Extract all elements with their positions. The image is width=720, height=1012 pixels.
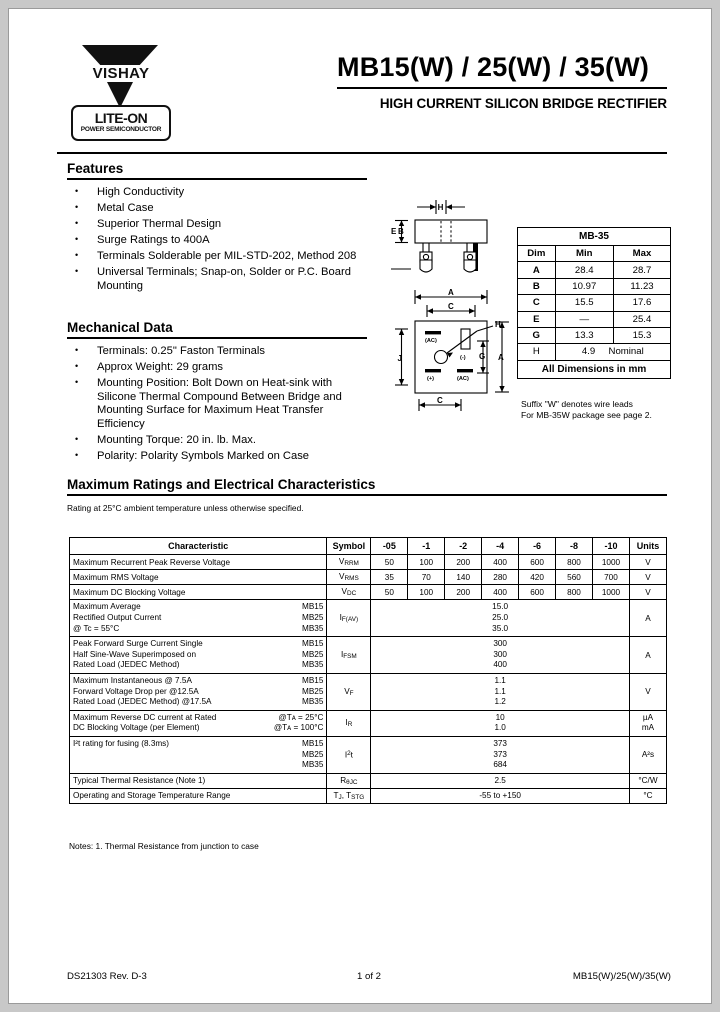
- row-value: 700: [592, 570, 629, 585]
- ratings-section-header: [67, 477, 667, 496]
- col-05: -05: [371, 538, 408, 555]
- row-value-span: 300 300 400: [371, 637, 630, 674]
- row-value: 560: [556, 570, 593, 585]
- table-row: [518, 262, 671, 278]
- dim-header-dim: Dim: [518, 246, 556, 262]
- suffix-note-line1: Suffix "W" denotes wire leads: [521, 399, 633, 409]
- row-value: 280: [482, 570, 519, 585]
- list-item: • Mounting Position: Bolt Down on Heat-sink with Silicone Thermal Compound Between Bridge and Mounting Surface for Maximum Heat Transfer Efficiency: [67, 377, 367, 431]
- row-value: 800: [556, 585, 593, 600]
- ratings-subheading: Rating at 25°C ambient temperature unless otherwise specified.: [67, 503, 304, 513]
- dim-cell: 17.6: [613, 295, 670, 311]
- suffix-note-line2: For MB-35W package see page 2.: [521, 409, 652, 420]
- dim-label-g: G: [479, 352, 486, 361]
- table-row: [518, 360, 671, 378]
- terminal-label-plus: (+): [427, 376, 434, 382]
- row-units: A²s: [629, 736, 666, 773]
- list-item: • Superior Thermal Design: [67, 218, 367, 232]
- dim-cell: 28.4: [555, 262, 613, 278]
- col-characteristic: Characteristic: [70, 538, 327, 555]
- table-row: [70, 773, 667, 788]
- dim-label-j: J: [397, 354, 402, 363]
- liteon-logo: [71, 105, 171, 141]
- dim-label-c-top: C: [448, 302, 454, 311]
- row-value: 400: [482, 555, 519, 570]
- row-value-span: 15.0 25.0 35.0: [371, 600, 630, 637]
- table-row: [518, 311, 671, 327]
- row-symbol: $I_{F(AV)}$: [327, 600, 371, 637]
- features-heading: Features: [67, 161, 367, 180]
- suffix-note: [521, 399, 681, 420]
- row-value: 1000: [592, 555, 629, 570]
- dim-label-a-right: A: [498, 353, 504, 362]
- row-value: 70: [408, 570, 445, 585]
- table-row: [70, 570, 667, 585]
- dim-label-b: B: [398, 227, 404, 236]
- liteon-tagline: POWER SEMICONDUCTOR: [80, 126, 162, 133]
- row-value: 600: [519, 585, 556, 600]
- dim-cell: —: [555, 311, 613, 327]
- table-row: [70, 555, 667, 570]
- dim-label-h-plan: H: [495, 320, 501, 329]
- list-item: • Approx Weight: 29 grams: [67, 361, 367, 375]
- row-value: 800: [556, 555, 593, 570]
- dim-header-min: Min: [555, 246, 613, 262]
- page-title: MB15(W) / 25(W) / 35(W): [337, 52, 650, 82]
- col-symbol: Symbol: [327, 538, 371, 555]
- col-8: -8: [556, 538, 593, 555]
- row-symbol: $I_R$: [327, 710, 371, 736]
- row-value: 50: [371, 585, 408, 600]
- row-units: V: [629, 570, 666, 585]
- table-row: [70, 585, 667, 600]
- dim-cell: 15.5: [555, 295, 613, 311]
- table-row: [518, 228, 671, 246]
- row-value: 600: [519, 555, 556, 570]
- row-characteristic: Maximum RMS Voltage: [70, 570, 327, 585]
- terminal-label-ac-bottom: (AC): [457, 376, 469, 382]
- dim-header-max: Max: [613, 246, 670, 262]
- vishay-logo: [69, 41, 179, 153]
- list-item: • High Conductivity: [67, 186, 367, 200]
- dim-nominal-note: Nominal: [608, 346, 644, 358]
- datasheet-page: [8, 8, 712, 1004]
- dim-cell: B: [518, 278, 556, 294]
- dim-label-e: E: [391, 227, 397, 236]
- row-units: V: [629, 585, 666, 600]
- dim-nominal-value: 4.9: [581, 346, 596, 358]
- row-characteristic: Maximum Instantaneous @ 7.5A MB15 Forward Voltage Drop per @12.5A MB25 Rated Load (JEDEC Method) @17.5A MB35: [70, 673, 327, 710]
- table-row: [70, 673, 667, 710]
- dimension-table: [517, 227, 671, 379]
- row-symbol: $R_{\theta JC}$: [327, 773, 371, 788]
- row-characteristic: Operating and Storage Temperature Range: [70, 788, 327, 803]
- col-units: Units: [629, 538, 666, 555]
- dim-label-c-bottom: C: [437, 396, 443, 405]
- dim-cell: 10.97: [555, 278, 613, 294]
- footer-page-number: 1 of 2: [356, 971, 381, 982]
- ratings-heading: Maximum Ratings and Electrical Characteristics: [67, 477, 667, 496]
- list-item: • Surge Ratings to 400A: [67, 234, 367, 248]
- dim-cell: 28.7: [613, 262, 670, 278]
- page-subtitle: HIGH CURRENT SILICON BRIDGE RECTIFIER: [379, 95, 667, 111]
- dim-cell: A: [518, 262, 556, 278]
- dimension-table-container: [517, 227, 671, 379]
- title-block: [337, 53, 667, 111]
- row-characteristic: I²t rating for fusing (8.3ms) MB15 MB25 MB35: [70, 736, 327, 773]
- dim-label-h: H: [437, 203, 444, 212]
- features-list: [67, 186, 367, 294]
- table-row: [518, 278, 671, 294]
- row-value: 35: [371, 570, 408, 585]
- row-symbol: $V_{RMS}$: [327, 570, 371, 585]
- dim-cell: H: [518, 344, 556, 360]
- row-units: V: [629, 673, 666, 710]
- row-symbol: $V_{DC}$: [327, 585, 371, 600]
- row-characteristic: Maximum DC Blocking Voltage: [70, 585, 327, 600]
- dim-nominal-cell: [555, 344, 670, 360]
- row-value-span: 10 1.0: [371, 710, 630, 736]
- table-row: [518, 344, 671, 360]
- title-divider: [337, 87, 667, 89]
- dim-table-title: MB-35: [518, 228, 671, 246]
- row-value-span: 1.1 1.1 1.2: [371, 673, 630, 710]
- table-row: [70, 600, 667, 637]
- col-4: -4: [482, 538, 519, 555]
- list-item: • Terminals Solderable per MIL-STD-202, Method 208: [67, 250, 367, 264]
- dim-cell: 13.3: [555, 327, 613, 343]
- row-value: 420: [519, 570, 556, 585]
- row-symbol: $V_F$: [327, 673, 371, 710]
- table-row: [518, 295, 671, 311]
- dim-cell: G: [518, 327, 556, 343]
- row-units: A: [629, 600, 666, 637]
- row-value: 200: [445, 585, 482, 600]
- dim-cell: 25.4: [613, 311, 670, 327]
- list-item: • Metal Case: [67, 202, 367, 216]
- vishay-wordmark: VISHAY: [92, 65, 150, 82]
- features-section: [67, 161, 367, 296]
- row-value: 50: [371, 555, 408, 570]
- dim-table-footer: All Dimensions in mm: [518, 360, 671, 378]
- row-units: °C/W: [629, 773, 666, 788]
- mechanical-data-section: [67, 320, 367, 466]
- table-row: [70, 788, 667, 803]
- dim-cell: 15.3: [613, 327, 670, 343]
- page-header: [57, 31, 667, 153]
- row-value: 100: [408, 555, 445, 570]
- row-characteristic: Typical Thermal Resistance (Note 1): [70, 773, 327, 788]
- table-row: [70, 637, 667, 674]
- table-notes: Notes: 1. Thermal Resistance from junction to case: [69, 841, 259, 851]
- table-header-row: [70, 538, 667, 555]
- list-item: • Universal Terminals; Snap-on, Solder or P.C. Board Mounting: [67, 266, 367, 293]
- col-2: -2: [445, 538, 482, 555]
- row-characteristic: Maximum Reverse DC current at Rated @Tᴀ = 25°C DC Blocking Voltage (per Element) @Tᴀ = 100°C: [70, 710, 327, 736]
- row-value: 400: [482, 585, 519, 600]
- table-row: [518, 246, 671, 262]
- row-value: 100: [408, 585, 445, 600]
- dim-cell: E: [518, 311, 556, 327]
- table-row: [518, 327, 671, 343]
- footer-part-number: MB15(W)/25(W)/35(W): [572, 971, 671, 982]
- row-value: 140: [445, 570, 482, 585]
- row-value: 200: [445, 555, 482, 570]
- list-item: • Polarity: Polarity Symbols Marked on Case: [67, 450, 367, 464]
- package-drawing: [389, 189, 534, 419]
- mechanical-data-list: [67, 345, 367, 464]
- row-symbol: $I_{FSM}$: [327, 637, 371, 674]
- dim-cell: 11.23: [613, 278, 670, 294]
- list-item: • Terminals: 0.25" Faston Terminals: [67, 345, 367, 359]
- row-units: °C: [629, 788, 666, 803]
- row-value: 1000: [592, 585, 629, 600]
- terminal-label-minus: (-): [460, 355, 466, 361]
- row-characteristic: Peak Forward Surge Current Single MB15 Half Sine-Wave Superimposed on MB25 Rated Load (JEDEC Method) MB35: [70, 637, 327, 674]
- col-6: -6: [519, 538, 556, 555]
- row-units: A: [629, 637, 666, 674]
- row-characteristic: Maximum Average MB15 Rectified Output Current MB25 @ Tc = 55°C MB35: [70, 600, 327, 637]
- row-units: V: [629, 555, 666, 570]
- list-item: • Mounting Torque: 20 in. lb. Max.: [67, 434, 367, 448]
- row-characteristic: Maximum Recurrent Peak Reverse Voltage: [70, 555, 327, 570]
- header-divider: [57, 152, 667, 154]
- row-value-span: -55 to +150: [371, 788, 630, 803]
- terminal-label-ac-top: (AC): [425, 338, 437, 344]
- footer-doc-id: DS21303 Rev. D-3: [67, 971, 147, 982]
- ratings-table-container: [69, 537, 667, 804]
- row-symbol: $T_J$, $T_{STG}$: [327, 788, 371, 803]
- table-row: [70, 710, 667, 736]
- liteon-wordmark: LITE-ON: [94, 110, 148, 126]
- table-row: [70, 736, 667, 773]
- col-1: -1: [408, 538, 445, 555]
- dim-cell: C: [518, 295, 556, 311]
- row-value-span: 373 373 684: [371, 736, 630, 773]
- mechanical-data-heading: Mechanical Data: [67, 320, 367, 339]
- row-symbol: $I^2t$: [327, 736, 371, 773]
- row-symbol: $V_{RRM}$: [327, 555, 371, 570]
- ratings-table: [69, 537, 667, 804]
- col-10: -10: [592, 538, 629, 555]
- row-units: µA mA: [629, 710, 666, 736]
- dim-label-a-top: A: [448, 288, 454, 297]
- row-value-span: 2.5: [371, 773, 630, 788]
- vishay-triangle-icon: [82, 45, 158, 65]
